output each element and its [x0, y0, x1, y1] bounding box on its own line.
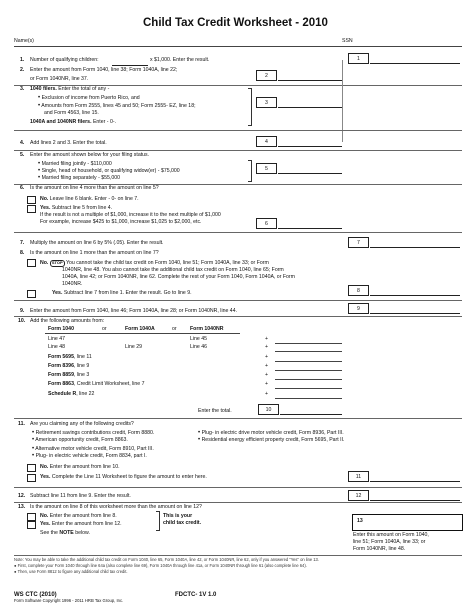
credit-text: Residential energy efficient property credit, Form 5695, Part II. [201, 437, 345, 443]
line1-text: Number of qualifying children: [30, 57, 99, 63]
line3-head: 1040 filers. [30, 86, 57, 92]
line10-total-label: Enter the total. [198, 408, 232, 414]
names-line [14, 46, 462, 47]
divider [14, 150, 462, 151]
line10-row-amount[interactable] [275, 379, 342, 380]
row-form-line: , line 11 [73, 354, 92, 360]
divider [14, 232, 462, 233]
copyright: Form Software Copyright 1996 - 2011 HRB Tax Group, Inc. [14, 598, 124, 603]
row-form-label: Form 8396 [48, 363, 74, 369]
line10-row-label [48, 337, 65, 343]
line6-yes-text: Subtract line 5 from line 4. [50, 205, 113, 211]
line5-bullet2: • Single, head of household, or qualifying widow(er) - $75,000 [38, 168, 180, 174]
stop-badge: STOP [51, 260, 63, 265]
form-id: WS CTC (2010) [14, 592, 57, 598]
footnote-2-text: Then, use Form 8812 to figure any additional child tax credit. [17, 569, 128, 574]
line13-yes-text: Enter the amount from line 12. [50, 521, 122, 527]
line4-box: 4 [256, 136, 277, 147]
plus-sign: + [265, 363, 269, 369]
line6-text: Is the amount on line 4 more than the amount on line 5? [30, 185, 159, 191]
line7-num: 7. [20, 240, 25, 246]
line11-no-checkbox[interactable] [27, 464, 36, 472]
line8-no-checkbox[interactable] [27, 259, 36, 267]
line11-credit-right-0: • Plug- in electric drive motor vehicle credit, Form 8936, Part III. [198, 430, 344, 436]
row-form-line: , Credit Limit Worksheet, line 7 [73, 381, 145, 387]
line5-b2-text: Single, head of household, or qualifying widow(er) - $75,000 [41, 168, 180, 174]
line11-credit-left-3: • Plug- in electric vehicle credit, Form 8834, part I. [32, 453, 147, 459]
line5-text: Enter the amount shown below for your filing status. [30, 152, 150, 158]
line8-no-text4: 1040NR. [62, 281, 83, 287]
line6-yes-label: Yes. [40, 205, 51, 211]
row-form-label: Form 5695 [48, 354, 74, 360]
divider [14, 555, 462, 556]
line10-box: 10 [258, 404, 279, 415]
line13-amount[interactable] [372, 516, 460, 528]
line13-yes [40, 522, 122, 528]
line10-amount[interactable] [280, 404, 342, 415]
col-or1: or [102, 326, 107, 332]
line3-b2-text: Amounts from Form 2555, lines 45 and 50; Form 2555- EZ, line 18; [41, 103, 196, 109]
row-form-label: Form 8859 [48, 372, 74, 378]
line7-amount[interactable] [370, 237, 460, 248]
row-form-label: Line 48 [48, 344, 66, 350]
line6-no-text: Leave line 6 blank. Enter - 0- on line 7. [48, 196, 139, 202]
line5-b1-text: Married filing jointly - $110,000 [41, 161, 112, 167]
line10-row-amount[interactable] [275, 351, 342, 352]
line2-amount[interactable] [278, 70, 342, 81]
form-code: FDCTC- 1V 1.0 [175, 592, 217, 598]
plus-sign: + [265, 381, 269, 387]
line5-bullet1: • Married filing jointly - $110,000 [38, 161, 112, 167]
line3-bullet2b: and Form 4563, line 15. [44, 110, 99, 116]
line11-yes [40, 475, 207, 481]
line3-bullet2: • Amounts from Form 2555, lines 45 and 50; Form 2555- EZ, line 18; [38, 103, 196, 109]
line13-see-note [40, 531, 90, 537]
line11-yes-checkbox[interactable] [27, 474, 36, 482]
line12-text: Subtract line 11 from line 9. Enter the result. [30, 493, 131, 499]
credit-text: Alternative motor vehicle credit, Form 8910, Part III. [35, 446, 154, 452]
line5-b3-text: Married filing separately - $55,000 [41, 175, 120, 181]
line6-no-label: No. [40, 196, 49, 202]
row-form-line: , line 9 [73, 363, 90, 369]
line3-foot-bold: 1040A and 1040NR filers. [30, 119, 92, 125]
divider [14, 130, 462, 131]
line13-instr2: line 51; Form 1040A, line 33; or [353, 539, 426, 545]
divider [14, 502, 462, 503]
line12-num: 12. [18, 493, 26, 499]
line3-text-rest: Enter the total of any - [56, 86, 110, 92]
row-form-label: Schedule R [48, 391, 77, 397]
plus-sign: + [265, 372, 269, 378]
line3-amount[interactable] [278, 97, 342, 108]
row-form-line: , line 22 [76, 391, 95, 397]
line1-box: 1 [348, 53, 369, 64]
line6-result1: If the result is not a multiple of $1,000, increase it to the next multiple of $1,000 [40, 212, 221, 218]
line3-num: 3. [20, 86, 25, 92]
footnote-2 [14, 570, 127, 575]
line11-credit-left-2: • Alternative motor vehicle credit, Form 8910, Part III. [32, 446, 154, 452]
line3-box: 3 [256, 97, 277, 108]
line7-text: Multiply the amount on line 6 by 5% (.05). Enter the result. [30, 240, 164, 246]
plus-sign: + [265, 354, 269, 360]
line11-box: 11 [348, 471, 369, 482]
line13-no-text: Enter the amount from line 8. [48, 513, 117, 519]
line3-bullet1: • Exclusion of income from Puerto Rico, and [38, 95, 140, 101]
line3-foot-rest: Enter - 0-. [91, 119, 117, 125]
line13-box-label: 13 [357, 518, 363, 524]
line10-row-label [48, 364, 89, 370]
line11-no-text: Enter the amount from line 10. [48, 464, 120, 470]
credit-label2: child tax credit. [163, 520, 202, 526]
divider [14, 300, 462, 301]
line2-box: 2 [256, 70, 277, 81]
line13-instr1: Enter this amount on Form 1040, [353, 532, 429, 538]
bullet-icon: ● [14, 569, 17, 574]
see-text: See the [40, 530, 60, 536]
divider [14, 487, 462, 488]
credit-label1: This is your [163, 513, 193, 519]
line11-credit-right-1: • Residential energy efficient property credit, Form 5695, Part II. [198, 437, 345, 443]
line6-yes-checkbox[interactable] [27, 205, 36, 213]
line11-yes-label: Yes. [40, 474, 51, 480]
line9-amount[interactable] [370, 303, 460, 314]
row-1040nr-line: Line 45 [190, 336, 208, 342]
line2-text: Enter the amount from Form 1040, line 38; Form 1040A, line 22; [30, 67, 178, 73]
line8-no-label: No. [40, 260, 49, 266]
line6-no-checkbox[interactable] [27, 196, 36, 204]
line11-yes-text: Complete the Line 11 Worksheet to figure the amount to enter here. [50, 474, 207, 480]
footnote-1-text: First, complete your Form 1040 through line 64a (also complete line 69), Form 1040A through line 41a, or Form 1040NR through line 61 (also complete line 64). [17, 563, 307, 568]
line10-row-amount[interactable] [275, 343, 342, 344]
line13-no-label: No. [40, 513, 49, 519]
footnote-1 [14, 564, 307, 569]
line10-row-amount[interactable] [275, 388, 342, 389]
names-label: Name(s) [14, 38, 34, 44]
line5-num: 5. [20, 152, 25, 158]
line8-yes [52, 291, 192, 297]
line9-box: 9 [348, 303, 369, 314]
line1-amount[interactable] [370, 53, 460, 64]
line8-yes-label: Yes. [52, 290, 63, 296]
line8-yes-text: Subtract line 7 from line 1. Enter the result. Go to line 9. [63, 290, 192, 296]
line13-yes-label: Yes. [40, 521, 51, 527]
line10-row-label [48, 345, 65, 351]
plus-sign: + [265, 336, 269, 342]
line8-no-text2: 1040NR, line 48. You also cannot take the additional child tax credit on Form 1040, line 65; Form [62, 267, 284, 273]
col-form1040a: Form 1040A [125, 326, 155, 332]
line10-row-amount[interactable] [275, 361, 342, 362]
line10-text: Add the following amounts from: [30, 318, 105, 324]
note-bold: NOTE [59, 530, 74, 536]
line13-no [40, 514, 117, 520]
line8-text: Is the amount on line 1 more than the amount on line 7? [30, 250, 159, 256]
line10-row-label [48, 392, 94, 398]
qualifying-children-field[interactable] [112, 55, 148, 66]
credit-text: American opportunity credit, Form 8863. [35, 437, 128, 443]
col-underline [45, 333, 240, 334]
credit-text: Plug- in electric vehicle credit, Form 8834, part I. [35, 453, 147, 459]
line8-box: 8 [348, 285, 369, 296]
line13-no-checkbox[interactable] [27, 513, 36, 521]
col-form1040nr: Form 1040NR [190, 326, 224, 332]
plus-sign: + [265, 344, 269, 350]
line12-amount[interactable] [370, 490, 460, 501]
line8-no-text3: 1040A, line 42; or Form 1040NR, line 62. Complete the rest of your Form 1040, Form 1040A, or Form [62, 274, 295, 280]
line12-box: 12 [348, 490, 369, 501]
row-1040a-line: Line 29 [125, 344, 143, 350]
line6-num: 6. [20, 185, 25, 191]
line1-calc: x $1,000. Enter the result. [150, 57, 210, 63]
line11-no-label: No. [40, 464, 49, 470]
line10-row-amount[interactable] [275, 398, 342, 399]
line3-foot [30, 120, 116, 126]
plus-sign: + [265, 391, 269, 397]
line13-num: 13. [18, 504, 26, 510]
bullet-icon: ● [14, 563, 17, 568]
line13-instr3: Form 1040NR, line 48. [353, 546, 406, 552]
line10-row-label [48, 373, 89, 379]
line8-no-text1: You cannot take the child tax credit on Form 1040, line 51; Form 1040A, line 33; or Form [66, 260, 269, 266]
line7-box: 7 [348, 237, 369, 248]
line5-brace [248, 160, 252, 182]
line8-yes-checkbox[interactable] [27, 290, 36, 298]
line13-yes-checkbox[interactable] [27, 521, 36, 529]
line6-amount[interactable] [278, 218, 342, 229]
line9-num: 9. [20, 308, 25, 314]
line5-box: 5 [256, 163, 277, 174]
line6-no [40, 197, 139, 203]
line9-text: Enter the amount from Form 1040, line 46; Form 1040A, line 28; or Form 1040NR, line 44. [30, 308, 238, 314]
line11-text: Are you claiming any of the following credits? [30, 421, 134, 427]
line11-credit-left-1: • American opportunity credit, Form 8863. [32, 437, 128, 443]
line13-text: Is the amount on line 8 of this worksheet more than the amount on line 12? [30, 504, 202, 510]
row-form-line: , line 3 [73, 372, 90, 378]
line3-brace [248, 88, 252, 126]
line8-amount[interactable] [370, 285, 460, 296]
line1-num: 1. [20, 57, 25, 63]
divider [14, 316, 462, 317]
line5-amount[interactable] [278, 163, 342, 174]
line13-brace [156, 511, 160, 531]
line2-text2: or Form 1040NR, line 37. [30, 76, 89, 82]
ssn-label: SSN [342, 38, 353, 44]
row-1040nr-line: Line 46 [190, 344, 208, 350]
line10-row-label [48, 355, 92, 361]
row-form-label: Line 47 [48, 336, 66, 342]
line4-num: 4. [20, 140, 25, 146]
see-text2: below. [73, 530, 90, 536]
line11-amount[interactable] [370, 471, 460, 482]
line4-amount[interactable] [278, 136, 342, 147]
divider [14, 418, 462, 419]
line8-num: 8. [20, 250, 25, 256]
line3-b1-text: Exclusion of income from Puerto Rico, and [41, 95, 140, 101]
line5-bullet3: • Married filing separately - $55,000 [38, 175, 120, 181]
line6-box: 6 [256, 218, 277, 229]
line11-num: 11. [18, 421, 25, 427]
col-or2: or [172, 326, 177, 332]
credit-text: Retirement savings contributions credit, Form 8880. [35, 430, 155, 436]
line11-credit-left-0: • Retirement savings contributions credit, Form 8880. [32, 430, 155, 436]
line10-row-amount[interactable] [275, 370, 342, 371]
row-form-label: Form 8863 [48, 381, 74, 387]
line6-result2: For example, increase $425 to $1,000, increase $1,025 to $2,000, etc. [40, 219, 202, 225]
line11-no [40, 465, 120, 471]
line3-text [30, 87, 109, 93]
line8-no [40, 260, 269, 267]
line4-text: Add lines 2 and 3. Enter the total. [30, 140, 107, 146]
page-title: Child Tax Credit Worksheet - 2010 [143, 17, 328, 29]
note-text: Note: You may be able to take the additional child tax credit on Form 1040, line 65, Form 1040A, line 42, or Form 1040NR, line 62, only if you answered "Yes" on line 13. [14, 557, 319, 562]
credit-text: Plug- in electric drive motor vehicle credit, Form 8936, Part III. [201, 430, 344, 436]
col-form1040: Form 1040 [48, 326, 74, 332]
line10-row-label [48, 382, 145, 388]
line10-num: 10. [18, 318, 26, 324]
line2-num: 2. [20, 67, 25, 73]
